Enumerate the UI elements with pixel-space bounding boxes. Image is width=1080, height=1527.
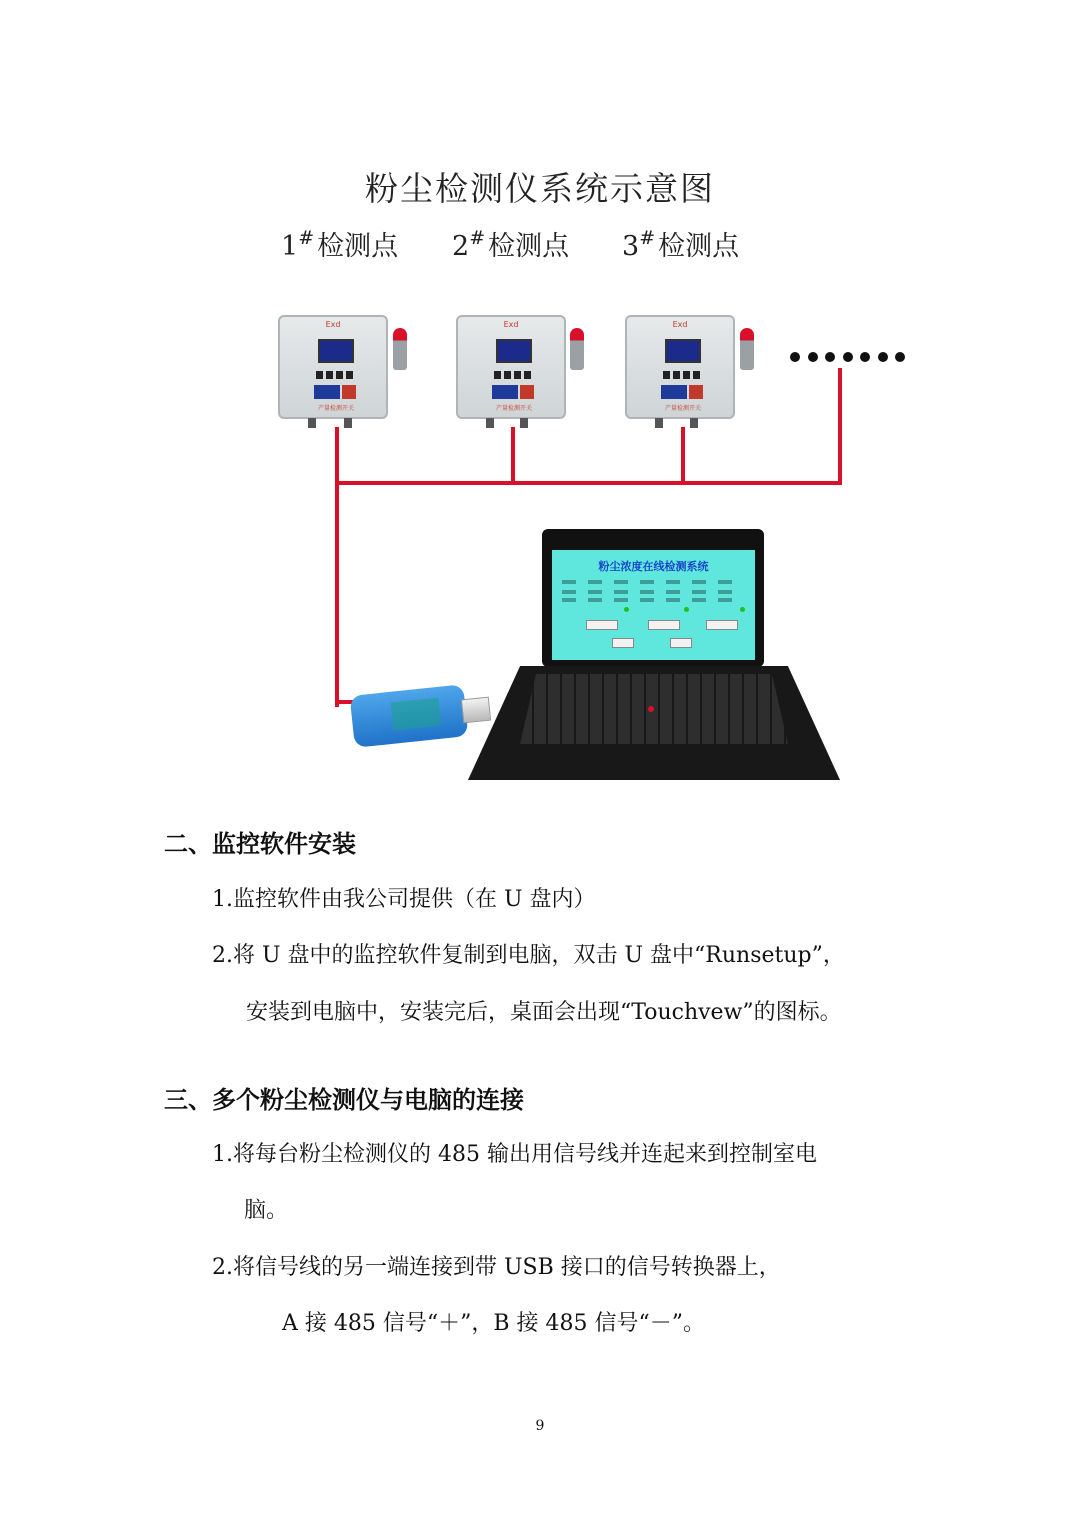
device-mark: Exd (503, 320, 519, 329)
paragraph-software-1: 1.监控软件由我公司提供（在 U 盘内） (212, 887, 596, 912)
display-row (562, 590, 742, 594)
paragraph-software-2: 2.将 U 盘中的监控软件复制到电脑，双击 U 盘中“Runsetup”， (212, 943, 845, 968)
wire-drop-2 (511, 427, 515, 485)
display-button (612, 638, 634, 648)
dust-detector-3 (625, 315, 735, 419)
continuation-dot (790, 352, 800, 362)
usb-converter-board (391, 698, 442, 731)
device-sticker (492, 385, 518, 399)
diagram-title: 粉尘检测仪系统示意图 (365, 169, 715, 208)
continuation-dot (878, 352, 888, 362)
alarm-lamp-icon (393, 328, 407, 370)
laptop-display (552, 550, 755, 660)
alarm-lamp-icon (570, 328, 584, 370)
laptop-keyboard (520, 674, 788, 744)
display-row (562, 580, 742, 584)
paragraph-connection-1: 1.将每台粉尘检测仪的 485 输出用信号线并连起来到控制室电 (212, 1142, 817, 1167)
continuation-dot (808, 352, 818, 362)
paragraph-connection-1-cont: 脑。 (244, 1198, 289, 1223)
point-number: 2 (452, 231, 470, 262)
device-warning-sticker (520, 385, 534, 399)
display-button (670, 638, 692, 648)
paragraph-connection-2-cont: A 接 485 信号“＋”，B 接 485 信号“－”。 (282, 1311, 705, 1336)
device-display (665, 339, 701, 363)
device-caption: 产量检测开关 (317, 405, 354, 412)
cable-gland (655, 418, 663, 428)
point-text: 检测点 (488, 231, 570, 262)
device-display (318, 339, 354, 363)
wire-bus (335, 481, 842, 485)
continuation-dot (895, 352, 905, 362)
dust-detector-2 (456, 315, 566, 419)
device-warning-sticker (342, 385, 356, 399)
device-mark: Exd (325, 320, 341, 329)
section-heading-connection: 三、多个粉尘检测仪与电脑的连接 (164, 1086, 524, 1114)
device-warning-sticker (689, 385, 703, 399)
display-row (562, 598, 742, 602)
device-keys (316, 371, 354, 379)
point-number: 3 (622, 231, 640, 262)
status-led-icon (624, 607, 629, 612)
continuation-dot (825, 352, 835, 362)
display-button (648, 620, 680, 630)
usb-plug-icon (461, 697, 491, 724)
device-sticker (314, 385, 340, 399)
paragraph-connection-2: 2.将信号线的另一端连接到带 USB 接口的信号转换器上， (212, 1255, 781, 1280)
point-text: 检测点 (658, 231, 740, 262)
continuation-dot (860, 352, 870, 362)
detection-point-label-3 (622, 224, 739, 263)
paragraph-software-2-cont: 安装到电脑中，安装完后，桌面会出现“Touchvew”的图标。 (246, 1000, 842, 1025)
detection-point-label-1 (281, 224, 398, 263)
device-caption: 产量检测开关 (495, 405, 532, 412)
dust-detector-1 (278, 315, 388, 419)
cable-gland (690, 418, 698, 428)
trackpoint-icon (648, 706, 654, 712)
detection-point-label-2 (452, 224, 569, 263)
point-mark: # (469, 227, 486, 249)
point-text: 检测点 (317, 231, 399, 262)
software-title: 粉尘浓度在线检测系统 (598, 560, 709, 573)
cable-gland (308, 418, 316, 428)
cable-gland (520, 418, 528, 428)
display-button (706, 620, 738, 630)
point-mark: # (298, 227, 315, 249)
point-mark: # (639, 227, 656, 249)
device-mark: Exd (672, 320, 688, 329)
page-number: 9 (535, 1418, 545, 1434)
device-display (496, 339, 532, 363)
alarm-lamp-icon (740, 328, 754, 370)
device-caption: 产量检测开关 (664, 405, 701, 412)
wire-drop-1 (335, 427, 339, 707)
cable-gland (486, 418, 494, 428)
status-led-icon (740, 607, 745, 612)
continuation-dot (843, 352, 853, 362)
wire-drop-4 (838, 368, 842, 485)
display-button (586, 620, 618, 630)
device-sticker (661, 385, 687, 399)
cable-gland (344, 418, 352, 428)
point-number: 1 (281, 231, 299, 262)
status-led-icon (684, 607, 689, 612)
device-keys (663, 371, 701, 379)
section-heading-software-install: 二、监控软件安装 (164, 830, 356, 858)
device-keys (494, 371, 532, 379)
wire-drop-3 (681, 427, 685, 485)
